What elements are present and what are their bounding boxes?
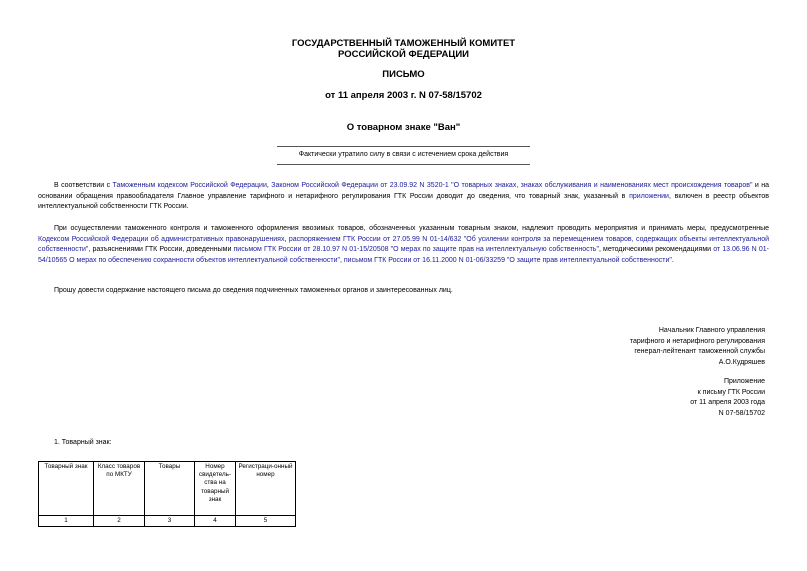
signature-line: Начальник Главного управления <box>658 327 765 334</box>
table-cell: 4 <box>195 516 236 527</box>
link-letter-01-15-20508[interactable]: письмом ГТК России от 28.10.97 N 01-15/20508 "О мерах по защите прав на интеллектуальную собственность" <box>233 246 599 253</box>
appendix-line: от 11 апреля 2003 года <box>690 399 765 406</box>
p1-text: и на основании обращения правообладателя Главное управление тарифного и нетарифного регулирования ГТК России доводит до сведения, что товарный знак, указанный в <box>38 182 770 200</box>
signature-line: тарифного и нетарифного регулирования <box>629 337 765 345</box>
link-recommendations-01-54-10565[interactable]: от 13.06.96 N 01-54/10565 О мерах по обеспечению сохранности объектов интеллектуальной собственности" <box>38 246 769 264</box>
header-certificate-number: Номер свидетель-ства на товарный знак <box>195 462 236 516</box>
table-cell: 5 <box>236 516 296 527</box>
paragraph-2 <box>38 224 769 266</box>
table-cell: 1 <box>39 516 94 527</box>
link-appendix[interactable]: приложении <box>629 192 669 200</box>
org-name-line2: РОССИЙСКОЙ ФЕДЕРАЦИИ <box>337 49 469 60</box>
p2-text: , методическими рекомендациями <box>598 246 714 253</box>
divider-top <box>277 146 530 147</box>
doc-date: от 11 апреля 2003 г. N 07-58/15702 <box>325 90 482 101</box>
header-trademark: Товарный знак <box>39 462 94 516</box>
header-goods: Товары <box>145 462 195 516</box>
p1-text: В соответствии с <box>54 182 113 189</box>
p2-text: . <box>671 256 674 264</box>
appendix-line: N 07-58/15702 <box>718 409 765 417</box>
org-name-line1: ГОСУДАРСТВЕННЫЙ ТАМОЖЕННЫЙ КОМИТЕТ <box>291 38 516 49</box>
signature-name: А.О.Кудряшев <box>718 358 765 366</box>
paragraph-3: Прошу довести содержание настоящего письма до сведения подчиненных таможенных органов и заинтересованных лиц. <box>54 287 453 294</box>
doc-type: ПИСЬМО <box>382 69 425 80</box>
appendix-line: Приложение <box>723 378 765 385</box>
table-cell: 3 <box>145 516 195 527</box>
p1-text: , <box>266 182 272 189</box>
signature-block <box>630 326 765 368</box>
appendix-line: к письму ГТК России <box>697 388 765 396</box>
signature-line: генерал-лейтенант таможенной службы <box>634 348 765 355</box>
table-number-row <box>39 516 296 527</box>
status-note: Фактически утратило силу в связи с истечением срока действия <box>298 151 509 158</box>
appendix-block <box>690 377 765 419</box>
link-trademark-law[interactable]: Законом Российской Федерации от 23.09.92 N 3520-1 "О товарных знаках, знаках обслуживания и наименованиях мест происхождения товаров" <box>271 182 753 189</box>
p2-text: , разъяснениями ГТК России, доведенными <box>88 246 234 253</box>
link-order-01-14-632[interactable]: распоряжением ГТК России от 27.05.99 N 01-14/632 "Об усилении контроля за перемещением товаров, содержащих объекты интеллектуальной собственности" <box>38 235 770 253</box>
trademark-table <box>38 461 296 527</box>
header-mktu-class: Класс товаров по МКТУ <box>94 462 145 516</box>
p2-text: , <box>339 256 344 264</box>
divider-bottom <box>277 164 530 165</box>
paragraph-1 <box>38 181 769 213</box>
link-letter-01-06-33259[interactable]: письмом ГТК России от 16.11.2000 N 01-06/33259 "О защите прав интеллектуальной собственности" <box>343 256 672 264</box>
table-header-row <box>39 462 296 516</box>
table-title: 1. Товарный знак: <box>54 439 112 446</box>
p1-text: , включен в реестр объектов интеллектуальной собственности ГТК России. <box>38 192 769 210</box>
link-koap[interactable]: Кодексом Российской Федерации об административных правонарушениях <box>38 235 285 243</box>
table-cell: 2 <box>94 516 145 527</box>
p2-text: , <box>284 235 289 243</box>
doc-subject: О товарном знаке "Ван" <box>346 122 461 133</box>
header-registration-number: Регистраци-онный номер <box>236 462 296 516</box>
p2-text: При осуществлении таможенного контроля и таможенного оформления ввозимых товаров, обозначенных указанным товарным знаком, надлежит проводить мероприятия и принимать меры, предусмотренные <box>54 225 769 232</box>
link-customs-code[interactable]: Таможенным кодексом Российской Федерации <box>112 182 267 189</box>
